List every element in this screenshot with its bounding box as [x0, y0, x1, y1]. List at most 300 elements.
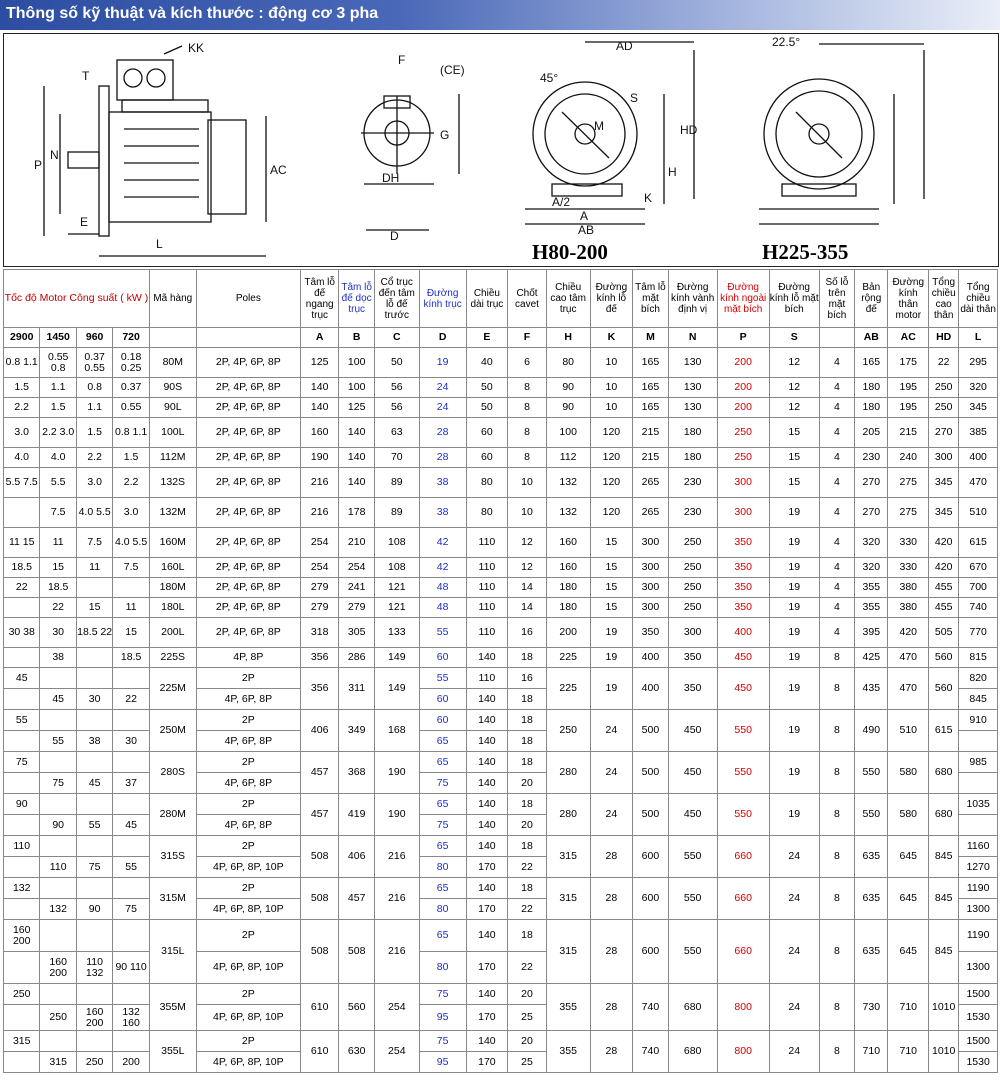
cell-d: 42: [419, 558, 466, 578]
cell-code: 280S: [149, 752, 196, 794]
cell-m: 400: [633, 648, 668, 668]
label-m: M: [594, 119, 604, 133]
cell-kw: 15: [113, 618, 150, 648]
cell-m: 265: [633, 468, 668, 498]
cell-ab: 635: [855, 920, 888, 984]
cell-l: 815: [959, 648, 998, 668]
cell-d: 65: [419, 920, 466, 952]
cell-e: 170: [466, 952, 508, 984]
cell-k: 24: [590, 794, 633, 836]
cell-h: 225: [546, 648, 590, 668]
cell-kw: [76, 710, 112, 731]
code-holes-blank: [819, 328, 854, 348]
cell-m: 600: [633, 878, 668, 920]
cell-k: 15: [590, 598, 633, 618]
header-f: Chốt cavet: [508, 270, 547, 328]
caption-h225-355: H225-355: [762, 240, 849, 264]
cell-s: 24: [769, 1031, 819, 1073]
cell-s: 15: [769, 468, 819, 498]
cell-n: 4: [819, 468, 854, 498]
cell-hd: 845: [929, 836, 959, 878]
cell-b: 349: [339, 710, 374, 752]
code-a: A: [300, 328, 339, 348]
cell-kw: [76, 984, 112, 1005]
cell-m: 400: [633, 668, 668, 710]
speed-1450: 1450: [40, 328, 76, 348]
cell-kw: [113, 1031, 150, 1052]
cell-ac: 175: [888, 348, 929, 378]
cell-code: 315L: [149, 920, 196, 984]
cell-kw: 1.5: [4, 378, 40, 398]
cell-f: 8: [508, 418, 547, 448]
cell-hd: 420: [929, 528, 959, 558]
header-k: Đường kính lỗ đế: [590, 270, 633, 328]
cell-ab: 710: [855, 1031, 888, 1073]
cell-m: 215: [633, 448, 668, 468]
cell-l: 820: [959, 668, 998, 689]
cell-k: 120: [590, 448, 633, 468]
cell-l: 1300: [959, 899, 998, 920]
cell-c: 190: [374, 794, 419, 836]
cell-poles: 4P, 6P, 8P, 10P: [196, 1005, 300, 1031]
cell-kw: 315: [40, 1052, 76, 1073]
cell-kw: [76, 878, 112, 899]
cell-d: 65: [419, 836, 466, 857]
cell-f: 18: [508, 710, 547, 731]
cell-k: 24: [590, 710, 633, 752]
cell-hd: 1010: [929, 984, 959, 1031]
cell-kw: 1.1: [76, 398, 112, 418]
cell-kw: [113, 794, 150, 815]
cell-kw: 18.5: [40, 578, 76, 598]
cell-a: 254: [300, 558, 339, 578]
cell-kw: [76, 920, 112, 952]
cell-d: 38: [419, 468, 466, 498]
header-poles: Poles: [196, 270, 300, 328]
cell-hd: 345: [929, 468, 959, 498]
cell-p: 550: [717, 752, 769, 794]
cell-m: 215: [633, 418, 668, 448]
cell-a: 216: [300, 468, 339, 498]
cell-kw: 160 200: [4, 920, 40, 952]
cell-f: 25: [508, 1052, 547, 1073]
cell-kw: [76, 836, 112, 857]
cell-kw: [4, 648, 40, 668]
cell-kw: [4, 1005, 40, 1031]
cell-ab: 355: [855, 578, 888, 598]
cell-kw: 110 132: [76, 952, 112, 984]
cell-kw: 7.5: [76, 528, 112, 558]
cell-n: 4: [819, 348, 854, 378]
cell-kw: 55: [40, 731, 76, 752]
cell-poles: 2P: [196, 710, 300, 731]
cell-p: 200: [717, 378, 769, 398]
header-b: Tâm lỗ đế dọc trục: [339, 270, 374, 328]
cell-ab: 550: [855, 794, 888, 836]
cell-n: 250: [668, 558, 717, 578]
cell-kw: 1.5: [113, 448, 150, 468]
cell-l: 740: [959, 598, 998, 618]
speed-960: 960: [76, 328, 112, 348]
cell-kw: 45: [113, 815, 150, 836]
cell-poles: 2P, 4P, 6P, 8P: [196, 398, 300, 418]
cell-e: 170: [466, 857, 508, 878]
cell-f: 16: [508, 668, 547, 689]
cell-ac: 215: [888, 418, 929, 448]
cell-p: 300: [717, 498, 769, 528]
cell-b: 178: [339, 498, 374, 528]
cell-h: 355: [546, 1031, 590, 1073]
cell-m: 165: [633, 398, 668, 418]
cell-kw: [4, 899, 40, 920]
cell-kw: 132: [4, 878, 40, 899]
cell-s: 19: [769, 794, 819, 836]
cell-l: 845: [959, 689, 998, 710]
cell-s: 19: [769, 710, 819, 752]
cell-m: 600: [633, 920, 668, 984]
cell-s: 19: [769, 668, 819, 710]
label-ac: AC: [270, 163, 287, 177]
cell-kw: [4, 815, 40, 836]
cell-kw: 4.0 5.5: [113, 528, 150, 558]
cell-k: 28: [590, 878, 633, 920]
cell-kw: [76, 578, 112, 598]
cell-m: 600: [633, 836, 668, 878]
cell-h: 160: [546, 528, 590, 558]
cell-l: 670: [959, 558, 998, 578]
cell-l: 1190: [959, 920, 998, 952]
header-hd: Tổng chiều cao thân: [929, 270, 959, 328]
cell-kw: [76, 668, 112, 689]
cell-k: 28: [590, 836, 633, 878]
cell-f: 14: [508, 578, 547, 598]
speed-720: 720: [113, 328, 150, 348]
cell-kw: 15: [76, 598, 112, 618]
cell-n: 450: [668, 710, 717, 752]
cell-kw: 18.5: [113, 648, 150, 668]
cell-n: 8: [819, 648, 854, 668]
cell-hd: 1010: [929, 1031, 959, 1073]
cell-l: [959, 815, 998, 836]
cell-n: 250: [668, 598, 717, 618]
code-d: D: [419, 328, 466, 348]
cell-poles: 2P: [196, 984, 300, 1005]
cell-f: 20: [508, 1031, 547, 1052]
cell-k: 28: [590, 1031, 633, 1073]
cell-n: 230: [668, 498, 717, 528]
code-h: H: [546, 328, 590, 348]
motor-drawings-svg: [4, 34, 998, 266]
cell-e: 80: [466, 468, 508, 498]
cell-poles: 2P, 4P, 6P, 8P: [196, 618, 300, 648]
cell-kw: 11: [113, 598, 150, 618]
cell-poles: 4P, 6P, 8P, 10P: [196, 857, 300, 878]
cell-d: 42: [419, 528, 466, 558]
cell-ac: 580: [888, 752, 929, 794]
cell-code: 315M: [149, 878, 196, 920]
cell-ab: 550: [855, 752, 888, 794]
cell-b: 311: [339, 668, 374, 710]
cell-c: 56: [374, 398, 419, 418]
table-row: [4, 448, 998, 468]
cell-code: 80M: [149, 348, 196, 378]
cell-kw: [4, 689, 40, 710]
cell-n: 130: [668, 378, 717, 398]
cell-b: 419: [339, 794, 374, 836]
cell-m: 500: [633, 752, 668, 794]
cell-f: 22: [508, 952, 547, 984]
cell-code: 160L: [149, 558, 196, 578]
cell-l: 1270: [959, 857, 998, 878]
cell-poles: 2P, 4P, 6P, 8P: [196, 448, 300, 468]
header-holes: Số lỗ trên mặt bích: [819, 270, 854, 328]
header-l: Tổng chiều dài thân: [959, 270, 998, 328]
cell-e: 40: [466, 348, 508, 378]
cell-p: 800: [717, 1031, 769, 1073]
cell-kw: 55: [4, 710, 40, 731]
cell-s: 12: [769, 398, 819, 418]
cell-poles: 4P, 6P, 8P: [196, 773, 300, 794]
cell-m: 350: [633, 618, 668, 648]
cell-m: 500: [633, 794, 668, 836]
table-row: [4, 710, 998, 731]
table-row: [4, 558, 998, 578]
cell-m: 165: [633, 378, 668, 398]
cell-kw: 11: [76, 558, 112, 578]
cell-kw: 132 160: [113, 1005, 150, 1031]
cell-d: 75: [419, 1031, 466, 1052]
code-b: B: [339, 328, 374, 348]
cell-e: 110: [466, 578, 508, 598]
cell-kw: 45: [76, 773, 112, 794]
cell-kw: 2.2 3.0: [40, 418, 76, 448]
label-ad: AD: [616, 39, 633, 53]
cell-kw: [113, 668, 150, 689]
cell-e: 140: [466, 878, 508, 899]
cell-h: 100: [546, 418, 590, 448]
cell-ac: 195: [888, 398, 929, 418]
cell-code: 355M: [149, 984, 196, 1031]
cell-m: 500: [633, 710, 668, 752]
cell-p: 350: [717, 578, 769, 598]
cell-f: 20: [508, 773, 547, 794]
cell-d: 48: [419, 578, 466, 598]
cell-f: 8: [508, 398, 547, 418]
cell-b: 508: [339, 920, 374, 984]
cell-l: 385: [959, 418, 998, 448]
cell-c: 149: [374, 668, 419, 710]
cell-kw: 45: [4, 668, 40, 689]
label-e: E: [80, 215, 89, 229]
cell-d: 65: [419, 752, 466, 773]
cell-kw: 110: [40, 857, 76, 878]
cell-l: 510: [959, 498, 998, 528]
cell-n: 250: [668, 528, 717, 558]
cell-n: 300: [668, 618, 717, 648]
cell-p: 550: [717, 710, 769, 752]
cell-f: 18: [508, 689, 547, 710]
label-d: D: [390, 229, 399, 243]
cell-e: 140: [466, 984, 508, 1005]
cell-hd: 455: [929, 578, 959, 598]
cell-n: 8: [819, 984, 854, 1031]
cell-kw: 30 38: [4, 618, 40, 648]
cell-ab: 270: [855, 468, 888, 498]
cell-kw: 90: [40, 815, 76, 836]
code-hd: HD: [929, 328, 959, 348]
cell-p: 800: [717, 984, 769, 1031]
cell-d: 28: [419, 418, 466, 448]
label-dh: DH: [382, 171, 400, 185]
cell-k: 10: [590, 398, 633, 418]
code-ac: AC: [888, 328, 929, 348]
cell-h: 132: [546, 498, 590, 528]
cell-e: 140: [466, 836, 508, 857]
cell-kw: [113, 984, 150, 1005]
cell-e: 60: [466, 448, 508, 468]
cell-code: 180M: [149, 578, 196, 598]
cell-kw: [40, 752, 76, 773]
cell-b: 140: [339, 468, 374, 498]
cell-n: 4: [819, 528, 854, 558]
cell-ab: 425: [855, 648, 888, 668]
cell-p: 300: [717, 468, 769, 498]
cell-kw: 1.5: [40, 398, 76, 418]
cell-k: 120: [590, 418, 633, 448]
cell-ab: 355: [855, 598, 888, 618]
cell-n: 8: [819, 1031, 854, 1073]
cell-p: 200: [717, 348, 769, 378]
cell-c: 50: [374, 348, 419, 378]
cell-a: 190: [300, 448, 339, 468]
cell-m: 300: [633, 598, 668, 618]
cell-poles: 2P: [196, 878, 300, 899]
cell-poles: 2P, 4P, 6P, 8P: [196, 378, 300, 398]
cell-ab: 205: [855, 418, 888, 448]
cell-ab: 635: [855, 836, 888, 878]
cell-c: 168: [374, 710, 419, 752]
speed-group-header: Tốc độ Motor Công suất ( kW ): [4, 270, 150, 328]
cell-p: 660: [717, 920, 769, 984]
cell-n: 180: [668, 448, 717, 468]
cell-d: 95: [419, 1052, 466, 1073]
cell-l: 700: [959, 578, 998, 598]
cell-n: 8: [819, 668, 854, 710]
code-k: K: [590, 328, 633, 348]
cell-code: 200L: [149, 618, 196, 648]
cell-c: 254: [374, 1031, 419, 1073]
cell-poles: 2P, 4P, 6P, 8P: [196, 468, 300, 498]
cell-code: 90S: [149, 378, 196, 398]
table-row: [4, 598, 998, 618]
cell-e: 140: [466, 648, 508, 668]
cell-b: 305: [339, 618, 374, 648]
cell-n: 350: [668, 648, 717, 668]
cell-kw: 160 200: [40, 952, 76, 984]
header-code: Mã hàng: [149, 270, 196, 328]
cell-poles: 2P, 4P, 6P, 8P: [196, 558, 300, 578]
cell-kw: 0.55: [113, 398, 150, 418]
table-row: [4, 528, 998, 558]
cell-s: 15: [769, 448, 819, 468]
cell-ac: 710: [888, 1031, 929, 1073]
cell-f: 8: [508, 448, 547, 468]
cell-hd: 845: [929, 920, 959, 984]
cell-n: 680: [668, 1031, 717, 1073]
cell-ab: 395: [855, 618, 888, 648]
cell-a: 406: [300, 710, 339, 752]
cell-m: 740: [633, 984, 668, 1031]
cell-d: 60: [419, 648, 466, 668]
cell-kw: [40, 878, 76, 899]
cell-code: 250M: [149, 710, 196, 752]
cell-k: 120: [590, 468, 633, 498]
cell-d: 38: [419, 498, 466, 528]
cell-kw: [40, 920, 76, 952]
cell-poles: 4P, 6P, 8P: [196, 731, 300, 752]
table-row: [4, 348, 998, 378]
cell-code: 315S: [149, 836, 196, 878]
cell-p: 250: [717, 448, 769, 468]
cell-kw: [113, 920, 150, 952]
cell-a: 125: [300, 348, 339, 378]
cell-h: 355: [546, 984, 590, 1031]
cell-l: 1160: [959, 836, 998, 857]
cell-e: 170: [466, 899, 508, 920]
cell-f: 18: [508, 920, 547, 952]
label-t: T: [82, 69, 90, 83]
cell-f: 20: [508, 984, 547, 1005]
cell-l: 400: [959, 448, 998, 468]
header-c: Cổ trục đến tâm lỗ đế trước: [374, 270, 419, 328]
cell-n: 130: [668, 348, 717, 378]
label-22-5deg: 22.5°: [772, 35, 801, 49]
cell-ab: 180: [855, 378, 888, 398]
cell-h: 112: [546, 448, 590, 468]
cell-c: 121: [374, 578, 419, 598]
cell-b: 140: [339, 418, 374, 448]
cell-d: 75: [419, 773, 466, 794]
cell-kw: 250: [40, 1005, 76, 1031]
cell-n: 4: [819, 418, 854, 448]
cell-code: 225M: [149, 668, 196, 710]
cell-d: 55: [419, 618, 466, 648]
cell-hd: 615: [929, 710, 959, 752]
cell-kw: 3.0: [113, 498, 150, 528]
table-row: [4, 752, 998, 773]
table-row: [4, 498, 998, 528]
cell-code: 160M: [149, 528, 196, 558]
cell-s: 15: [769, 418, 819, 448]
cell-ac: 380: [888, 598, 929, 618]
cell-s: 19: [769, 498, 819, 528]
page-title: Thông số kỹ thuật và kích thước : động cơ 3 pha: [6, 5, 379, 22]
cell-kw: 75: [4, 752, 40, 773]
cell-l: [959, 731, 998, 752]
cell-b: 100: [339, 348, 374, 378]
cell-d: 80: [419, 952, 466, 984]
cell-kw: 0.37 0.55: [76, 348, 112, 378]
cell-h: 225: [546, 668, 590, 710]
cell-n: 450: [668, 794, 717, 836]
cell-k: 10: [590, 378, 633, 398]
cell-code: 90L: [149, 398, 196, 418]
label-ab: AB: [578, 223, 595, 237]
label-s: S: [630, 91, 639, 105]
cell-h: 90: [546, 398, 590, 418]
header-a: Tâm lỗ đế ngang trục: [300, 270, 339, 328]
cell-n: 4: [819, 558, 854, 578]
